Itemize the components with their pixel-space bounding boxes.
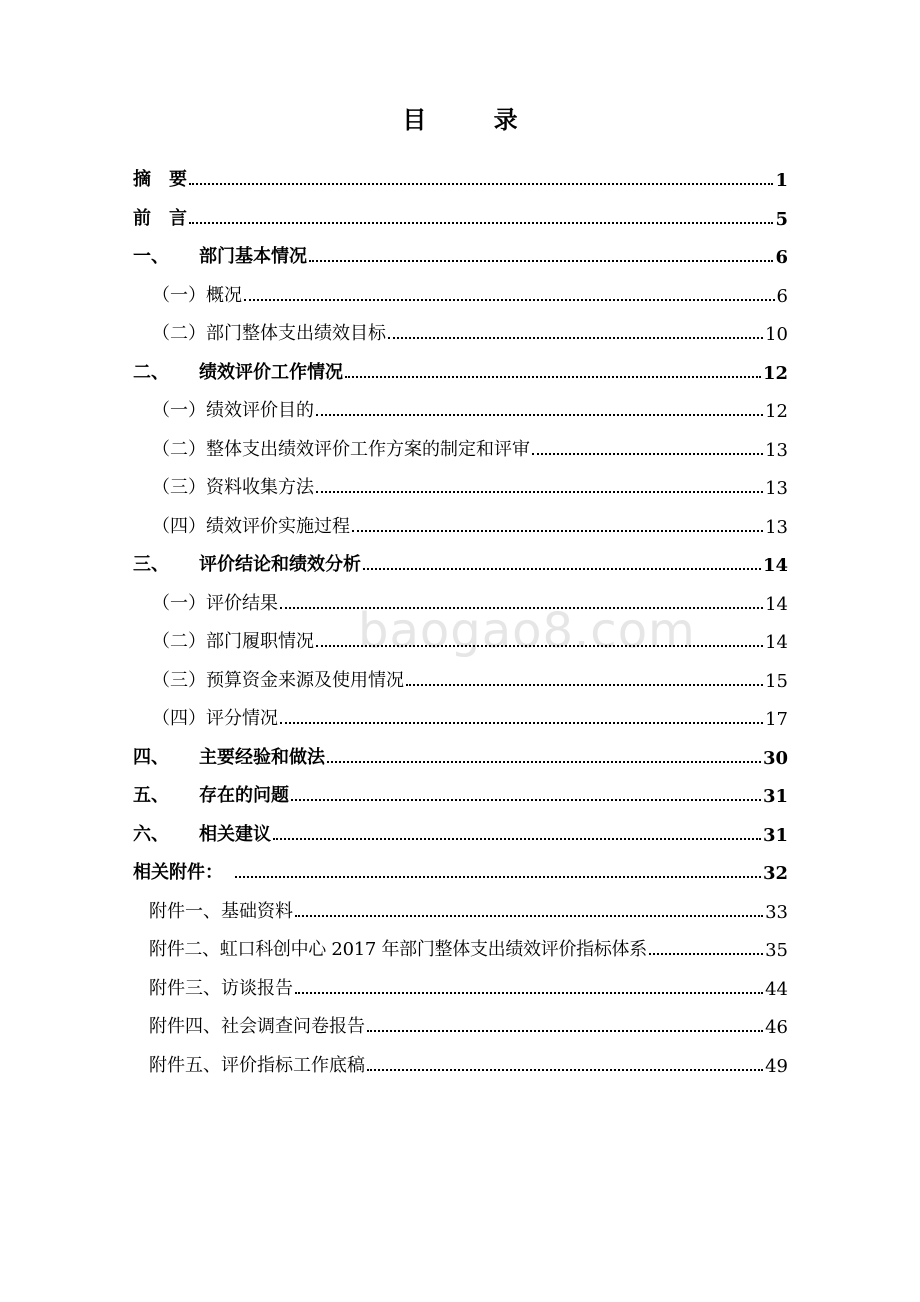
toc-section-number: 一、 [133,246,169,267]
toc-page-number: 12 [762,363,788,384]
dot-leader [235,876,761,878]
toc-entry-1-2[interactable] [152,319,788,345]
dot-leader [316,491,763,493]
dot-leader [406,684,763,686]
toc-section-number: 二、 [133,362,169,383]
toc-entry-3-3[interactable] [152,666,788,692]
toc-entry-3-1[interactable] [152,589,788,615]
toc-page-number: 13 [765,440,788,461]
dot-leader [295,915,763,917]
toc-label: （一）绩效评价目的 [152,400,314,421]
dot-leader [388,337,763,339]
toc-label: 绩效评价工作情况 [199,362,343,383]
toc-entry-appendices[interactable] [133,858,788,884]
toc-page-number: 14 [765,594,788,615]
dot-leader [189,222,773,224]
toc-section-number: 六、 [133,824,169,845]
toc-label: 前 言 [133,208,187,229]
toc-label: 相关附件： [133,862,223,883]
toc-entry-appendix-1[interactable] [149,897,788,923]
toc-page-number: 13 [765,478,788,499]
toc-page-number: 12 [765,401,788,422]
toc-label: 相关建议 [199,824,271,845]
dot-leader [189,183,773,185]
toc-label: 摘 要 [133,169,187,190]
toc-entry-section-4[interactable] [133,743,788,769]
dot-leader [532,453,763,455]
dot-leader [363,568,761,570]
toc-label: （一）评价结果 [152,593,278,614]
dot-leader [291,799,761,801]
toc-label: （四）评分情况 [152,708,278,729]
page-title: 目 录 [402,105,540,134]
toc-section-number: 四、 [133,747,169,768]
toc-label: 附件四、社会调查问卷报告 [149,1016,365,1037]
toc-label: （二）整体支出绩效评价工作方案的制定和评审 [152,439,530,460]
toc-label: （四）绩效评价实施过程 [152,516,350,537]
toc-label: （三）预算资金来源及使用情况 [152,670,404,691]
dot-leader [367,1069,763,1071]
toc-page-number: 31 [762,786,788,807]
toc-entry-2-4[interactable] [152,512,788,538]
toc-entry-section-2[interactable] [133,358,788,384]
toc-entry-appendix-2[interactable] [149,935,788,961]
toc-entry-2-3[interactable] [152,473,788,499]
dot-leader [649,953,763,955]
dot-leader [295,992,763,994]
dot-leader [309,260,773,262]
toc-page-number: 14 [762,555,788,576]
toc-label: 附件一、基础资料 [149,901,293,922]
toc-label: 附件五、评价指标工作底稿 [149,1055,365,1076]
toc-section-number: 三、 [133,554,169,575]
toc-page-number: 33 [765,902,788,923]
toc-page-number: 17 [765,709,788,730]
toc-page-number: 13 [765,517,788,538]
toc-page-number: 44 [765,979,788,1000]
toc-label: （三）资料收集方法 [152,477,314,498]
toc-label: （一）概况 [152,285,242,306]
dot-leader [316,645,763,647]
dot-leader [345,376,761,378]
toc-page-number: 14 [765,632,788,653]
toc-page-number: 6 [775,247,788,268]
toc-entry-appendix-5[interactable] [149,1051,788,1077]
toc-page-number: 31 [762,825,788,846]
toc-page-number: 1 [775,170,788,191]
dot-leader [280,722,763,724]
toc-entry-appendix-3[interactable] [149,974,788,1000]
toc-section-number: 五、 [133,785,169,806]
toc-entry-section-5[interactable] [133,781,788,807]
dot-leader [367,1030,763,1032]
toc-page-number: 49 [765,1056,788,1077]
toc-page-number: 30 [762,748,788,769]
dot-leader [280,607,763,609]
toc-label: 主要经验和做法 [199,747,325,768]
toc-label: 附件二、虹口科创中心 2017 年部门整体支出绩效评价指标体系 [149,939,647,960]
toc-page-number: 35 [765,940,788,961]
dot-leader [327,761,761,763]
toc-page-number: 5 [775,209,788,230]
toc-entry-3-2[interactable] [152,627,788,653]
toc-label: 存在的问题 [199,785,289,806]
toc-entry-appendix-4[interactable] [149,1012,788,1038]
watermark: baogao8.com [358,603,696,659]
toc-entry-section-3[interactable] [133,550,788,576]
toc-entry-summary[interactable] [133,165,788,191]
toc-label: （二）部门整体支出绩效目标 [152,323,386,344]
toc-page-number: 46 [765,1017,788,1038]
toc-entry-3-4[interactable] [152,704,788,730]
dot-leader [273,838,761,840]
toc-page-number: 15 [765,671,788,692]
toc-entry-section-1[interactable] [133,242,788,268]
toc-page-number: 32 [762,863,788,884]
toc-entry-2-1[interactable] [152,396,788,422]
toc-label: 部门基本情况 [199,246,307,267]
toc-entry-1-1[interactable] [152,281,788,307]
toc-label: （二）部门履职情况 [152,631,314,652]
toc-entry-preface[interactable] [133,204,788,230]
toc-page-number: 10 [765,324,788,345]
dot-leader [352,530,763,532]
toc-label: 附件三、访谈报告 [149,978,293,999]
toc-entry-section-6[interactable] [133,820,788,846]
dot-leader [316,414,763,416]
toc-label: 评价结论和绩效分析 [199,554,361,575]
toc-page-number: 6 [776,286,788,307]
toc-entry-2-2[interactable] [152,435,788,461]
dot-leader [244,299,775,301]
